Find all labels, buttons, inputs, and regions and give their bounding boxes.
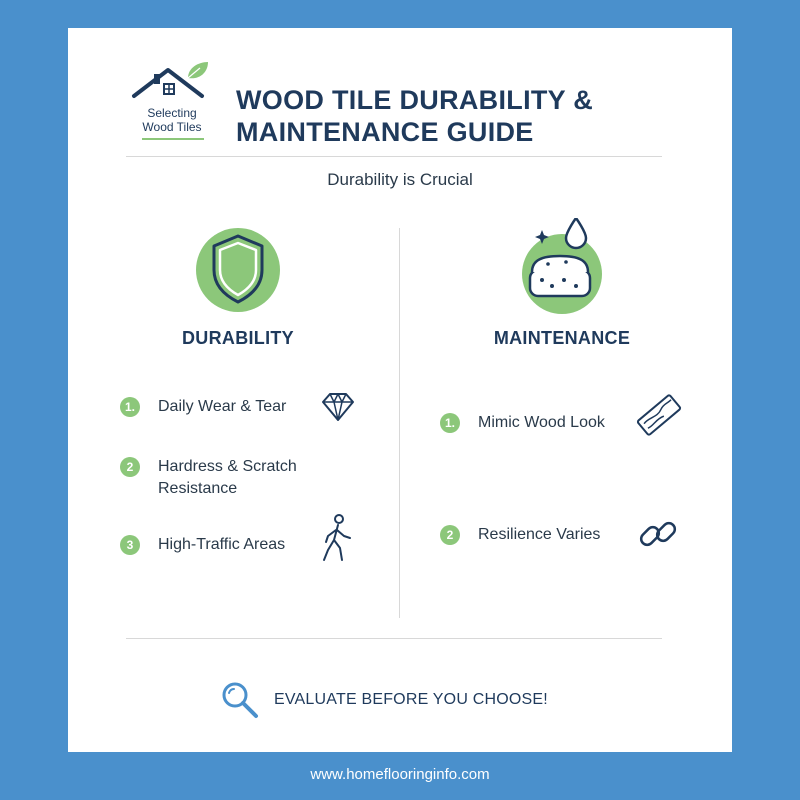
infographic-card: [68, 28, 732, 752]
walking-person-icon: [322, 514, 352, 562]
maintenance-item-1-label: Mimic Wood Look: [478, 414, 605, 431]
cta: [220, 680, 548, 720]
durability-heading: DURABILITY: [182, 328, 294, 348]
durability-item-2-number: 2: [120, 457, 140, 477]
maintenance-heading: MAINTENANCE: [493, 328, 631, 348]
durability-item-3: [120, 534, 285, 556]
title-line1: WOOD TILE DURABILITY &: [236, 85, 594, 115]
durability-item-2-label: Hardress & Scratch Resistance: [158, 458, 297, 497]
durability-item-3-number: 3: [120, 535, 140, 555]
maintenance-item-1-number: 1.: [440, 413, 460, 433]
durability-item-1: [120, 396, 286, 418]
bottom-divider: [126, 638, 662, 639]
logo-text: [130, 106, 214, 134]
maintenance-item-1: [440, 412, 605, 434]
chain-link-icon: [636, 512, 680, 556]
durability-item-3-label: High-Traffic Areas: [158, 536, 286, 553]
maintenance-item-2: [440, 524, 600, 546]
maintenance-item-2-label: Resilience Varies: [478, 526, 601, 543]
durability-item-2: [120, 456, 348, 500]
top-divider: [126, 156, 662, 157]
sponge-droplet-icon: [520, 218, 604, 314]
footer-url[interactable]: www.homeflooringinfo.com: [310, 766, 490, 783]
maintenance-item-2-number: 2: [440, 525, 460, 545]
title-line2: MAINTENANCE GUIDE: [236, 117, 534, 147]
shield-icon: [196, 228, 280, 312]
magnifier-icon: [220, 680, 260, 720]
column-divider: [399, 228, 400, 618]
logo-text-line2: Wood Tiles: [142, 120, 202, 134]
diamond-icon: [320, 392, 356, 422]
house-leaf-icon: [130, 60, 214, 108]
cta-text: EVALUATE BEFORE YOU CHOOSE!: [274, 691, 548, 708]
logo-underline: [142, 138, 204, 140]
wood-plank-icon: [634, 390, 684, 440]
subtitle: Durability is Crucial: [327, 170, 473, 189]
durability-item-1-label: Daily Wear & Tear: [158, 398, 287, 415]
logo: [130, 60, 214, 142]
logo-text-line1: Selecting: [147, 106, 197, 120]
page-title: [236, 84, 706, 148]
durability-item-1-number: 1.: [120, 397, 140, 417]
